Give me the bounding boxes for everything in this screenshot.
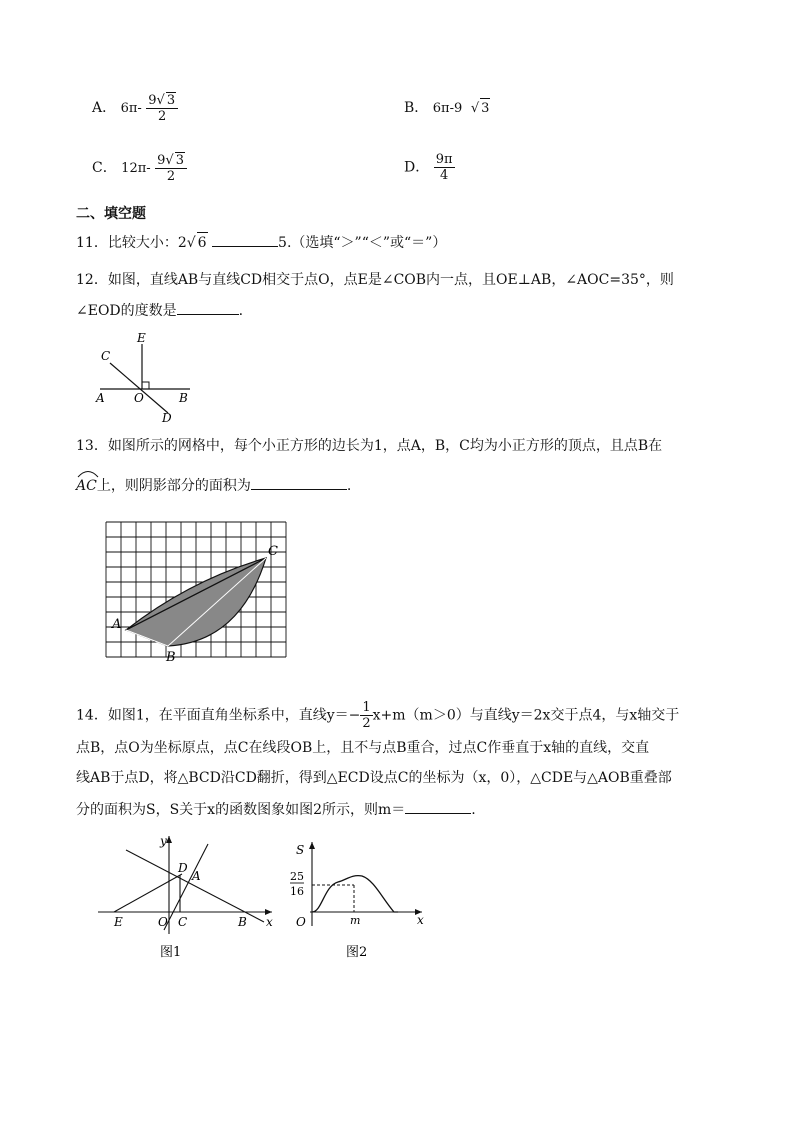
option-a-letter: A． [92,100,117,116]
q12-label-o: O [134,391,144,405]
q13-line1: 13．如图所示的网格中，每个小正方形的边长为1，点A，B，C均为小正方形的顶点，且点B在 [76,438,663,454]
q11-answer-blank[interactable] [212,232,278,247]
fig2-label-x: x [417,913,424,927]
fig1-label-y: y [160,834,167,848]
q14-figure-2 [282,836,432,962]
option-b-letter: B． [404,100,429,116]
q13-line2-end: . [346,478,352,494]
q13-figure [100,518,290,670]
fig2-label-s: S [296,843,305,857]
fig1-label-x: x [266,915,273,929]
q11-pre: 11．比较大小：2 [76,235,187,251]
q14-line2: 点B，点O为坐标原点，点C在线段OB上，且不与点B重合，过点C作垂直于x轴的直线，交直 [76,740,650,756]
option-a-pre: 6π- [120,101,142,116]
section-heading: 二、填空题 [76,206,146,222]
q12-line2-end: . [238,303,244,319]
option-d-den: 4 [439,168,449,183]
q12-label-a: A [96,391,105,405]
q12-answer-blank[interactable] [177,300,239,315]
option-c-pre: 12π- [121,161,151,176]
option-d[interactable] [404,152,455,183]
fig1-label-b: B [238,915,247,929]
q13-label-b: B [166,650,176,665]
q12-line2 [76,300,243,321]
option-b-rad: 3 [480,98,490,119]
q14-line1-pre: 14．如图1，在平面直角坐标系中，直线y＝− [76,707,361,724]
fig2-label-m: m [350,914,361,927]
fig2-caption: 图2 [346,945,368,960]
option-c-fraction: $\frac{9√ 3}{2}$ [155,152,187,184]
fig2-label-num: 25 [290,870,304,883]
fig1-label-o: O [158,915,168,929]
option-b-pre: 6π-9 [432,101,463,116]
fig2-label-den: 16 [290,885,304,898]
q14-line4-end: . [471,802,476,818]
q14-figure-1 [92,830,282,962]
option-c-den: 2 [166,169,176,184]
q13-label-a: A [112,617,122,632]
q11-post: 5.（选填“＞”“＜”或“＝”） [278,235,447,251]
q14-line4-text: 分的面积为S，S关于x的函数图象如图2所示，则m＝ [76,802,406,818]
q12-line2-text: ∠EOD的度数是 [76,303,177,319]
q13-answer-blank[interactable] [251,475,347,490]
option-d-fraction [434,152,455,183]
option-d-num: 9π [435,152,453,167]
fig1-label-e: E [114,915,123,929]
fig1-label-d: D [178,861,188,875]
q14-line4 [76,799,476,820]
q12-figure [90,330,200,425]
option-c-rad: 3 [175,153,184,168]
q13-arc-label: AC [76,478,97,494]
option-a-fraction: $\frac{9√ 3}{2}$ [146,92,178,124]
fig1-label-a: A [192,869,201,883]
q14-answer-blank[interactable] [405,799,471,814]
q13-label-c: C [268,544,278,559]
q12-label-e: E [137,331,146,345]
option-a[interactable] [92,92,178,124]
option-b[interactable]: B． 6π-9 √ 3 [404,98,490,119]
fig2-label-o: O [296,915,306,929]
q12-label-b: B [179,391,188,405]
q14-frac-num: 1 [362,700,371,715]
fig1-caption: 图1 [160,945,182,960]
q13-arc [76,472,97,496]
option-c[interactable] [92,152,187,184]
fig1-label-c: C [178,915,188,929]
option-a-num: 9 [148,93,157,108]
q14-line1-post: x+m（m＞0）与直线y＝2x交于点4，与x轴交于 [372,707,680,724]
option-c-num: 9 [157,153,166,168]
q14-fraction [360,700,372,731]
option-d-letter: D． [404,159,430,176]
option-a-rad: 3 [166,93,176,108]
q14-line1 [76,700,679,731]
q12-line1: 12．如图，直线AB与直线CD相交于点O，点E是∠COB内一点，且OE⊥AB，∠AOC=35°，则 [76,272,674,288]
option-c-letter: C． [92,160,117,176]
q12-label-d: D [162,411,172,425]
q12-label-c: C [101,349,111,363]
q13-line2 [76,472,351,496]
q14-line3: 线AB于点D，将△BCD沿CD翻折，得到△ECD设点C的坐标为（x，0），△CDE与△AOB重叠部 [76,770,672,786]
option-a-den: 2 [158,109,167,124]
q11-rad: 6 [197,232,208,253]
q13-line2-text: 上，则阴影部分的面积为 [96,478,251,494]
question-11: 11．比较大小：2√ 6 5.（选填“＞”“＜”或“＝”） [76,232,446,253]
q14-frac-den: 2 [362,716,371,731]
